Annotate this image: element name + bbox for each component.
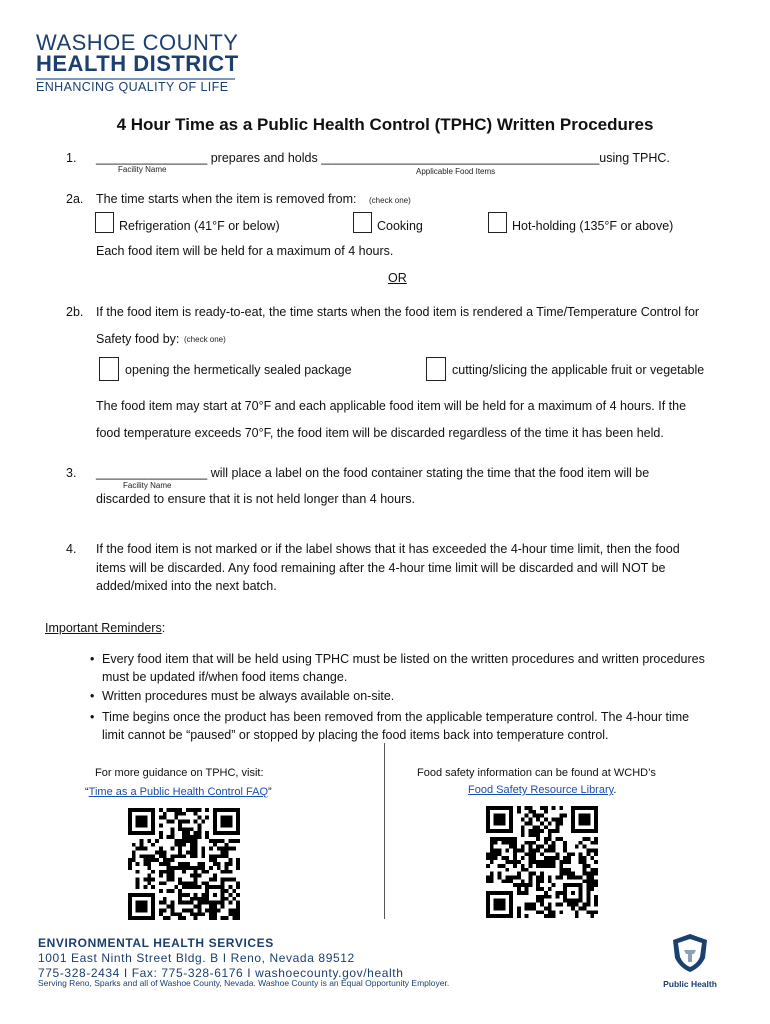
org-name-line2: HEALTH DISTRICT: [36, 51, 239, 76]
opening-package-label: opening the hermetically sealed package: [125, 363, 352, 377]
item2b-check-note: (check one): [184, 335, 226, 344]
reminders-heading-colon: :: [161, 621, 166, 635]
hot-holding-label: Hot-holding (135°F or above): [512, 219, 674, 233]
period: .: [613, 784, 617, 796]
bullet-icon: •: [90, 652, 95, 666]
item2a-number: 2a.: [66, 192, 84, 206]
footer-address: 1001 East Ninth Street Bldg. B I Reno, Nevada 89512: [38, 951, 355, 965]
hot-holding-checkbox[interactable]: [488, 212, 507, 233]
item4-line1: If the food item is not marked or if the label shows that it has exceeded the 4-hour time limit, then the food: [96, 542, 680, 556]
reminder-3-line1: Time begins once the product has been removed from the applicable temperature control. The 4-hour time: [102, 710, 690, 724]
item3-line2: discarded to ensure that it is not held longer than 4 hours.: [96, 492, 415, 506]
item3-facility-label: Facility Name: [123, 481, 172, 490]
bullet-icon: •: [90, 689, 95, 703]
item2b-number: 2b.: [66, 305, 84, 319]
refrigeration-label: Refrigeration (41°F or below): [119, 219, 280, 233]
item1-number: 1.: [66, 151, 77, 165]
or-divider-text: OR: [388, 271, 407, 285]
item4-line3: added/mixed into the next batch.: [96, 579, 277, 593]
quote-open: “: [85, 786, 89, 798]
item2b-para-line2: food temperature exceeds 70°F, the food item will be discarded regardless of the time it has been held.: [96, 426, 664, 440]
item4-number: 4.: [66, 542, 77, 556]
reminders-heading: [45, 620, 165, 636]
tphc-faq-link[interactable]: Time as a Public Health Control FAQ: [88, 786, 269, 798]
item3-number: 3.: [66, 466, 77, 480]
item4-line2: items will be discarded. Any food remaining after the 4-hour time limit will be discarded and will NOT be: [96, 561, 666, 575]
opening-package-checkbox[interactable]: [99, 357, 119, 381]
document-title: 4 Hour Time as a Public Health Control (TPHC) Written Procedures: [116, 115, 654, 134]
item2a-max-text: Each food item will be held for a maximum of 4 hours.: [96, 244, 394, 258]
cooking-checkbox[interactable]: [353, 212, 372, 233]
guidance-left-link-line: [85, 784, 272, 800]
reminder-2: Written procedures must be always available on-site.: [102, 689, 395, 703]
food-safety-library-link[interactable]: Food Safety Resource Library: [468, 784, 614, 796]
item1-foods-label: Applicable Food Items: [416, 167, 496, 176]
cooking-label: Cooking: [377, 219, 423, 233]
guidance-right-link-line: [468, 782, 616, 798]
cutting-slicing-checkbox[interactable]: [426, 357, 446, 381]
reminder-1-line1: Every food item that will be held using TPHC must be listed on the written procedures and written procedures: [102, 652, 705, 666]
column-divider: [384, 743, 385, 919]
guidance-left-text: For more guidance on TPHC, visit:: [95, 767, 264, 779]
footer-department: ENVIRONMENTAL HEALTH SERVICES: [38, 936, 274, 950]
footer-serving-text: Serving Reno, Sparks and all of Washoe County, Nevada. Washoe County is an Equal Opportunity Employer.: [38, 978, 450, 988]
item2b-line2: Safety food by:: [96, 332, 180, 346]
item1-text: ________________ prepares and holds ________________________________________using TPHC.: [96, 151, 670, 165]
item2b-line1: If the food item is ready-to-eat, the time starts when the food item is rendered a Time/Temperature Control for: [96, 305, 700, 319]
refrigeration-checkbox[interactable]: [95, 212, 114, 233]
item2a-check-note: (check one): [369, 196, 411, 205]
item3-line1: ________________ will place a label on the food container stating the time that the food item will be: [96, 466, 650, 480]
quote-close: ”: [268, 786, 272, 798]
reminder-3-line2: limit cannot be “paused” or stopped by placing the food items back into temperature control.: [102, 728, 609, 742]
reminder-1-line2: must be updated if/when food items change.: [102, 670, 348, 684]
shield-icon: [670, 932, 710, 974]
item1-facility-label: Facility Name: [118, 165, 167, 174]
org-tagline: ENHANCING QUALITY OF LIFE: [36, 80, 229, 94]
item2a-text: The time starts when the item is removed from:: [96, 192, 357, 206]
public-health-label: Public Health: [663, 979, 717, 989]
bullet-icon: •: [90, 710, 95, 724]
food-safety-library-qr-code[interactable]: [486, 806, 598, 918]
guidance-right-text: Food safety information can be found at WCHD’s: [417, 767, 656, 779]
reminders-heading-text: Important Reminders: [45, 621, 162, 635]
item2b-para-line1: The food item may start at 70°F and each applicable food item will be held for a maximum of 4 hours. If the: [96, 399, 687, 413]
cutting-slicing-label: cutting/slicing the applicable fruit or vegetable: [452, 363, 705, 377]
org-name-line1: WASHOE COUNTY: [36, 30, 239, 55]
tphc-faq-qr-code[interactable]: [128, 808, 240, 920]
public-health-logo: [655, 932, 725, 992]
footer-contact: 775-328-2434 I Fax: 775-328-6176 I washoecounty.gov/health: [38, 966, 404, 980]
